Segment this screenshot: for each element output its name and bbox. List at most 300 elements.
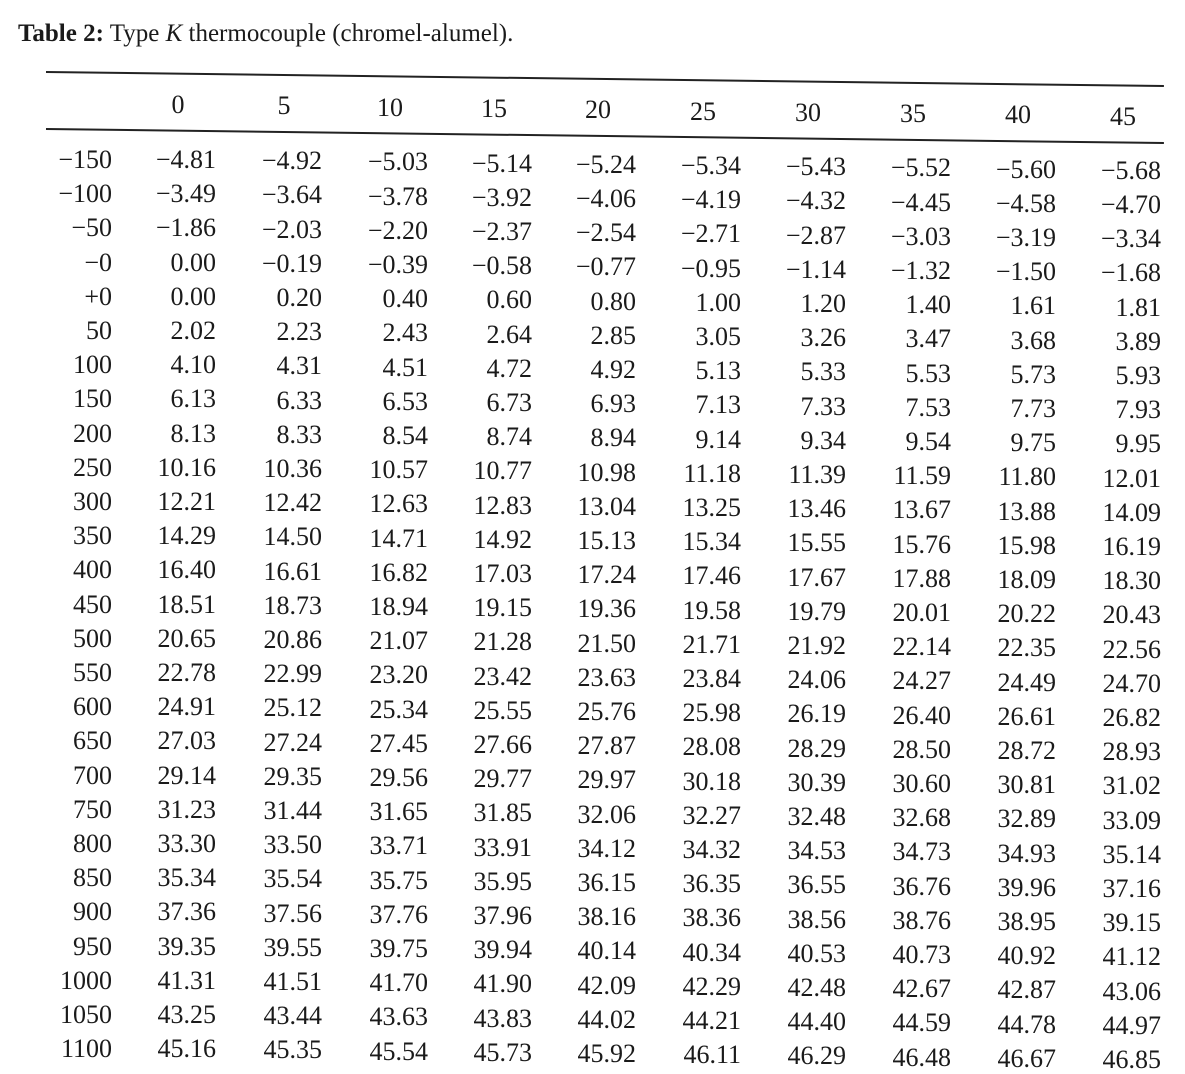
table-cell: 45.35 [263, 1035, 322, 1065]
table-cell: 12.83 [473, 490, 532, 520]
row-label: 750 [73, 794, 112, 824]
table-cell: 40.34 [682, 937, 741, 967]
table-cell: 3.68 [1010, 325, 1056, 355]
table-cell: 21.28 [473, 627, 532, 657]
table-cell: 34.73 [892, 837, 951, 867]
caption-text-after: thermocouple (chromel-alumel). [182, 20, 514, 47]
table-cell: 26.61 [997, 701, 1056, 731]
table-cell: −5.24 [575, 149, 636, 179]
table-cell: 24.91 [157, 692, 216, 722]
table-cell: 27.03 [157, 726, 216, 756]
table-cell: 14.71 [369, 523, 428, 553]
table-cell: −1.14 [785, 254, 846, 284]
table-cell: −3.64 [261, 180, 322, 210]
table-row [0, 555, 1185, 596]
caption-text-before: Type [103, 20, 166, 47]
table-cell: 40.73 [892, 939, 951, 969]
row-label: 100 [73, 350, 112, 380]
table-cell: −3.78 [367, 181, 428, 211]
table-row [0, 384, 1185, 425]
table-row [0, 658, 1185, 698]
table-top-rule [46, 71, 1164, 87]
table-cell: 42.29 [682, 971, 741, 1001]
table-cell: 14.09 [1102, 497, 1161, 527]
table-cell: −0.95 [680, 253, 741, 283]
column-header: 35 [900, 99, 926, 129]
table-cell: 7.33 [800, 391, 846, 421]
table-row [0, 350, 1185, 390]
table-cell: 16.82 [369, 557, 428, 587]
row-label: 550 [73, 658, 112, 687]
table-cell: 25.12 [263, 693, 322, 723]
table-cell: −1.50 [995, 257, 1056, 287]
table-cell: 6.13 [170, 384, 216, 414]
row-label: 850 [73, 863, 112, 893]
row-label: 700 [73, 760, 112, 790]
table-cell: 2.43 [382, 318, 428, 348]
column-header: 15 [481, 93, 507, 123]
table-cell: 42.48 [787, 972, 846, 1002]
table-cell: 1.81 [1115, 292, 1161, 322]
table-cell: 17.03 [473, 558, 532, 588]
column-header: 5 [277, 91, 291, 121]
table-cell: 13.25 [682, 493, 741, 522]
row-label: 800 [73, 829, 112, 858]
table-cell: 20.43 [1102, 600, 1161, 630]
table-cell: 40.53 [787, 938, 846, 968]
table-cell: 9.75 [1010, 428, 1056, 458]
table-cell: −1.86 [155, 213, 216, 243]
table-cell: 33.50 [263, 830, 322, 860]
table-cell: 33.71 [369, 831, 428, 861]
table-cell: 16.40 [157, 555, 216, 585]
table-cell: 26.19 [787, 699, 846, 729]
row-label: 650 [73, 726, 112, 756]
table-cell: 18.94 [369, 591, 428, 621]
table-row [0, 589, 1185, 630]
table-cell: 41.31 [157, 965, 216, 995]
table-row [0, 794, 1185, 835]
table-row [0, 145, 1185, 185]
table-cell: 45.73 [473, 1037, 532, 1067]
table-cell: 25.34 [369, 694, 428, 724]
table-cell: 12.42 [263, 488, 322, 518]
table-cell: 24.49 [997, 667, 1056, 697]
table-cell: 33.91 [473, 832, 532, 862]
table-caption [18, 20, 513, 48]
table-cell: −4.19 [680, 185, 741, 215]
table-cell: 38.56 [787, 904, 846, 934]
table-cell: 14.92 [473, 524, 532, 554]
table-cell: 41.70 [369, 968, 428, 998]
table-cell: 45.54 [369, 1036, 428, 1066]
table-cell: −3.49 [155, 179, 216, 209]
table-cell: −0.58 [471, 251, 532, 281]
table-cell: 16.19 [1102, 531, 1161, 561]
row-label: −100 [58, 179, 112, 209]
table-cell: −5.34 [680, 151, 741, 180]
table-cell: 36.15 [577, 867, 636, 897]
table-cell: 22.78 [157, 658, 216, 687]
table-cell: 27.45 [369, 728, 428, 758]
table-cell: 3.47 [905, 324, 951, 354]
row-label: 500 [73, 623, 112, 653]
table-cell: 41.12 [1102, 942, 1161, 972]
table-cell: 7.73 [1010, 393, 1056, 423]
table-cell: 15.55 [787, 528, 846, 558]
table-cell: 34.32 [682, 835, 741, 864]
table-cell: −3.19 [995, 222, 1056, 252]
table-cell: 2.23 [276, 317, 322, 347]
table-cell: 23.42 [473, 661, 532, 691]
table-cell: −5.60 [995, 154, 1056, 184]
table-cell: 14.29 [157, 521, 216, 551]
table-cell: 37.56 [263, 898, 322, 928]
table-cell: 1.20 [800, 288, 846, 318]
table-cell: 9.14 [695, 424, 741, 454]
table-cell: −0.77 [575, 252, 636, 282]
table-cell: 35.95 [473, 866, 532, 896]
table-cell: 20.22 [997, 599, 1056, 629]
table-cell: 5.93 [1115, 360, 1161, 390]
table-cell: 4.31 [276, 351, 322, 381]
table-row [0, 247, 1185, 288]
table-cell: 30.81 [997, 770, 1056, 800]
table-cell: 43.25 [157, 1000, 216, 1029]
table-cell: 28.29 [787, 733, 846, 763]
table-cell: 4.72 [486, 353, 532, 383]
table-cell: 20.65 [157, 623, 216, 653]
row-label: 450 [73, 589, 112, 619]
table-cell: 19.79 [787, 596, 846, 626]
table-cell: 31.44 [263, 795, 322, 825]
table-cell: 0.20 [276, 282, 322, 312]
table-cell: 28.08 [682, 732, 741, 762]
table-cell: 27.66 [473, 729, 532, 759]
table-cell: 39.96 [997, 872, 1056, 902]
table-cell: 0.00 [170, 247, 216, 277]
table-cell: 34.12 [577, 833, 636, 863]
table-cell: 8.94 [590, 423, 636, 453]
table-cell: 36.35 [682, 869, 741, 899]
table-cell: 5.73 [1010, 359, 1056, 389]
row-label: 400 [73, 555, 112, 585]
table-cell: 37.16 [1102, 873, 1161, 903]
table-cell: 46.11 [683, 1040, 741, 1070]
table-cell: 23.84 [682, 664, 741, 693]
table-row [0, 452, 1185, 493]
table-cell: −4.58 [995, 188, 1056, 218]
column-header: 0 [171, 90, 185, 119]
table-cell: 34.53 [787, 836, 846, 866]
table-cell: 41.51 [263, 966, 322, 996]
table-cell: −5.52 [890, 153, 951, 183]
table-cell: 45.16 [157, 1034, 216, 1064]
table-cell: 22.56 [1102, 634, 1161, 664]
table-cell: 32.27 [682, 800, 741, 830]
table-row [0, 487, 1185, 527]
table-cell: 10.57 [369, 455, 428, 485]
table-row [0, 623, 1185, 664]
table-cell: 29.56 [369, 762, 428, 792]
table-cell: 2.85 [590, 320, 636, 350]
table-cell: 40.92 [997, 941, 1056, 971]
table-row [0, 281, 1185, 322]
table-cell: −4.06 [575, 183, 636, 213]
table-cell: 36.76 [892, 871, 951, 901]
table-cell: −2.87 [785, 220, 846, 250]
column-header: 25 [690, 96, 716, 126]
row-label: 250 [73, 452, 112, 482]
table-cell: 18.09 [997, 564, 1056, 594]
table-cell: 9.54 [905, 426, 951, 456]
table-cell: −5.43 [785, 152, 846, 182]
table-cell: 17.67 [787, 562, 846, 592]
table-cell: −5.14 [471, 148, 532, 178]
table-cell: 20.01 [892, 597, 951, 627]
table-cell: 24.06 [787, 665, 846, 695]
table-cell: −1.32 [890, 255, 951, 285]
table-cell: 32.89 [997, 804, 1056, 834]
table-cell: 6.93 [590, 389, 636, 419]
table-cell: 44.59 [892, 1008, 951, 1038]
column-header: 45 [1110, 101, 1136, 131]
column-header: 40 [1005, 100, 1031, 130]
table-cell: 36.55 [787, 870, 846, 900]
table-cell: 43.06 [1102, 976, 1161, 1006]
table-cell: 29.97 [577, 765, 636, 795]
table-cell: 8.74 [486, 422, 532, 452]
table-cell: −3.34 [1100, 224, 1161, 254]
table-row [0, 179, 1185, 219]
table-cell: 26.40 [892, 700, 951, 730]
table-cell: 18.51 [157, 589, 216, 619]
row-label: 50 [86, 316, 112, 345]
table-cell: 43.83 [473, 1003, 532, 1033]
row-label: 350 [73, 521, 112, 551]
table-cell: 32.06 [577, 799, 636, 829]
table-cell: 33.30 [157, 829, 216, 858]
table-cell: 46.85 [1102, 1044, 1161, 1074]
table-cell: −1.68 [1100, 258, 1161, 288]
table-cell: 28.93 [1102, 737, 1161, 767]
table-cell: 0.60 [486, 285, 532, 315]
table-cell: 6.33 [276, 385, 322, 415]
table-cell: −0.19 [261, 248, 322, 278]
table-cell: 29.14 [157, 760, 216, 790]
table-cell: 42.67 [892, 974, 951, 1004]
table-cell: 38.95 [997, 906, 1056, 936]
table-cell: −2.54 [575, 218, 636, 248]
table-cell: 42.09 [577, 970, 636, 1000]
table-cell: 30.18 [682, 766, 741, 796]
table-cell: 13.88 [997, 496, 1056, 526]
row-label: 600 [73, 692, 112, 722]
table-cell: 31.85 [473, 798, 532, 828]
table-cell: 31.23 [157, 794, 216, 824]
table-cell: 21.50 [577, 628, 636, 658]
table-cell: 10.98 [577, 457, 636, 487]
table-cell: 32.68 [892, 803, 951, 833]
table-cell: −4.32 [785, 186, 846, 216]
table-cell: 19.36 [577, 594, 636, 624]
table-cell: 8.54 [382, 420, 428, 450]
table-cell: 3.26 [800, 323, 846, 353]
table-cell: 32.48 [787, 801, 846, 831]
table-row [0, 1000, 1185, 1040]
table-cell: 31.02 [1102, 771, 1161, 801]
table-cell: 23.63 [577, 662, 636, 692]
column-header: 10 [377, 92, 403, 122]
table-cell: −4.92 [261, 146, 322, 176]
table-cell: 7.53 [905, 392, 951, 422]
table-cell: 4.92 [590, 354, 636, 384]
table-cell: 8.13 [170, 418, 216, 448]
table-cell: −4.70 [1100, 189, 1161, 219]
table-cell: −2.71 [680, 219, 741, 249]
table-row [0, 418, 1185, 459]
table-cell: 21.71 [682, 629, 741, 659]
table-cell: 3.05 [695, 322, 741, 351]
table-cell: 11.18 [683, 458, 741, 488]
column-header: 20 [585, 95, 611, 125]
table-cell: 5.33 [800, 357, 846, 387]
table-cell: 13.67 [892, 495, 951, 525]
table-cell: 17.24 [577, 560, 636, 590]
table-cell: 13.46 [787, 494, 846, 524]
table-cell: 44.78 [997, 1009, 1056, 1039]
table-cell: 10.16 [157, 452, 216, 482]
table-cell: 15.34 [682, 527, 741, 557]
table-cell: 8.33 [276, 419, 322, 449]
table-cell: −2.37 [471, 216, 532, 246]
table-cell: 27.87 [577, 731, 636, 761]
table-cell: 22.99 [263, 659, 322, 689]
table-cell: 19.15 [473, 593, 532, 623]
caption-italic: K [165, 20, 183, 47]
table-cell: 6.53 [382, 386, 428, 416]
table-cell: 5.13 [695, 356, 741, 386]
table-cell: 44.02 [577, 1004, 636, 1034]
caption-label: Table 2: [18, 20, 104, 47]
table-row [0, 1034, 1185, 1074]
table-cell: −0.39 [367, 249, 428, 279]
table-cell: 29.35 [263, 761, 322, 791]
table-cell: 11.59 [893, 461, 951, 491]
table-cell: 34.93 [997, 838, 1056, 868]
table-cell: 0.80 [590, 286, 636, 316]
table-cell: 18.30 [1102, 566, 1161, 596]
table-cell: 1.40 [905, 290, 951, 320]
row-label: 900 [73, 897, 112, 927]
table-cell: 35.34 [157, 863, 216, 893]
table-cell: −5.68 [1100, 155, 1161, 185]
table-cell: 33.09 [1102, 805, 1161, 835]
table-row [0, 965, 1185, 1006]
table-cell: 28.50 [892, 734, 951, 764]
row-label: +0 [84, 281, 112, 311]
table-cell: 2.64 [486, 319, 532, 349]
table-cell: 25.55 [473, 695, 532, 725]
table-cell: 7.13 [695, 390, 741, 420]
table-cell: 0.40 [382, 284, 428, 314]
table-cell: 4.51 [382, 352, 428, 382]
table-cell: 24.70 [1102, 668, 1161, 698]
table-cell: 10.36 [263, 453, 322, 483]
table-cell: 28.72 [997, 735, 1056, 765]
table-row [0, 726, 1185, 767]
table-cell: 37.36 [157, 897, 216, 927]
table-cell: −2.03 [261, 214, 322, 244]
table-row [0, 829, 1185, 869]
table-cell: 41.90 [473, 969, 532, 999]
table-header-row [0, 88, 1185, 131]
table-cell: 46.29 [787, 1041, 846, 1071]
table-cell: 25.76 [577, 696, 636, 726]
table-cell: 26.82 [1102, 702, 1161, 732]
table-cell: 31.65 [369, 797, 428, 827]
row-label: 150 [73, 384, 112, 414]
table-cell: 15.76 [892, 529, 951, 559]
row-label: 1050 [60, 1000, 112, 1029]
table-cell: 43.44 [263, 1001, 322, 1031]
row-label: 1000 [60, 965, 112, 995]
table-cell: 39.94 [473, 935, 532, 965]
table-cell: 9.95 [1115, 429, 1161, 459]
table-cell: 14.50 [263, 522, 322, 552]
table-cell: 21.92 [787, 630, 846, 660]
table-cell: 15.98 [997, 530, 1056, 560]
table-cell: 44.40 [787, 1007, 846, 1037]
table-cell: 11.80 [998, 462, 1056, 492]
table-cell: 45.92 [577, 1038, 636, 1068]
table-cell: 37.76 [369, 899, 428, 929]
table-cell: 38.16 [577, 902, 636, 932]
table-cell: 4.10 [170, 350, 216, 380]
table-cell: 23.20 [369, 660, 428, 690]
table-cell: 11.39 [788, 459, 846, 489]
table-cell: 44.97 [1102, 1010, 1161, 1040]
table-row [0, 692, 1185, 732]
table-cell: 10.77 [473, 456, 532, 486]
table-cell: 13.04 [577, 491, 636, 521]
column-header: 30 [795, 97, 821, 127]
table-cell: 35.75 [369, 865, 428, 895]
table-cell: 19.58 [682, 595, 741, 625]
table-cell: 25.98 [682, 698, 741, 728]
table-cell: 0.00 [170, 281, 216, 311]
table-cell: 40.14 [577, 936, 636, 966]
table-cell: −3.92 [471, 182, 532, 212]
table-cell: −4.81 [155, 145, 216, 174]
row-label: 1100 [60, 1034, 112, 1064]
row-label: 300 [73, 487, 112, 516]
table-row [0, 213, 1185, 254]
table-cell: 1.00 [695, 287, 741, 317]
table-cell: 12.21 [157, 487, 216, 516]
table-cell: 29.77 [473, 764, 532, 794]
table-cell: 12.01 [1102, 463, 1161, 493]
row-label: 200 [73, 418, 112, 448]
table-cell: 44.21 [682, 1006, 741, 1035]
table-cell: 22.14 [892, 632, 951, 662]
table-cell: 39.75 [369, 933, 428, 963]
row-label: −0 [84, 247, 112, 277]
table-cell: 17.88 [892, 563, 951, 593]
table-cell: 7.93 [1115, 395, 1161, 425]
table-row [0, 897, 1185, 938]
table-cell: −3.03 [890, 221, 951, 251]
